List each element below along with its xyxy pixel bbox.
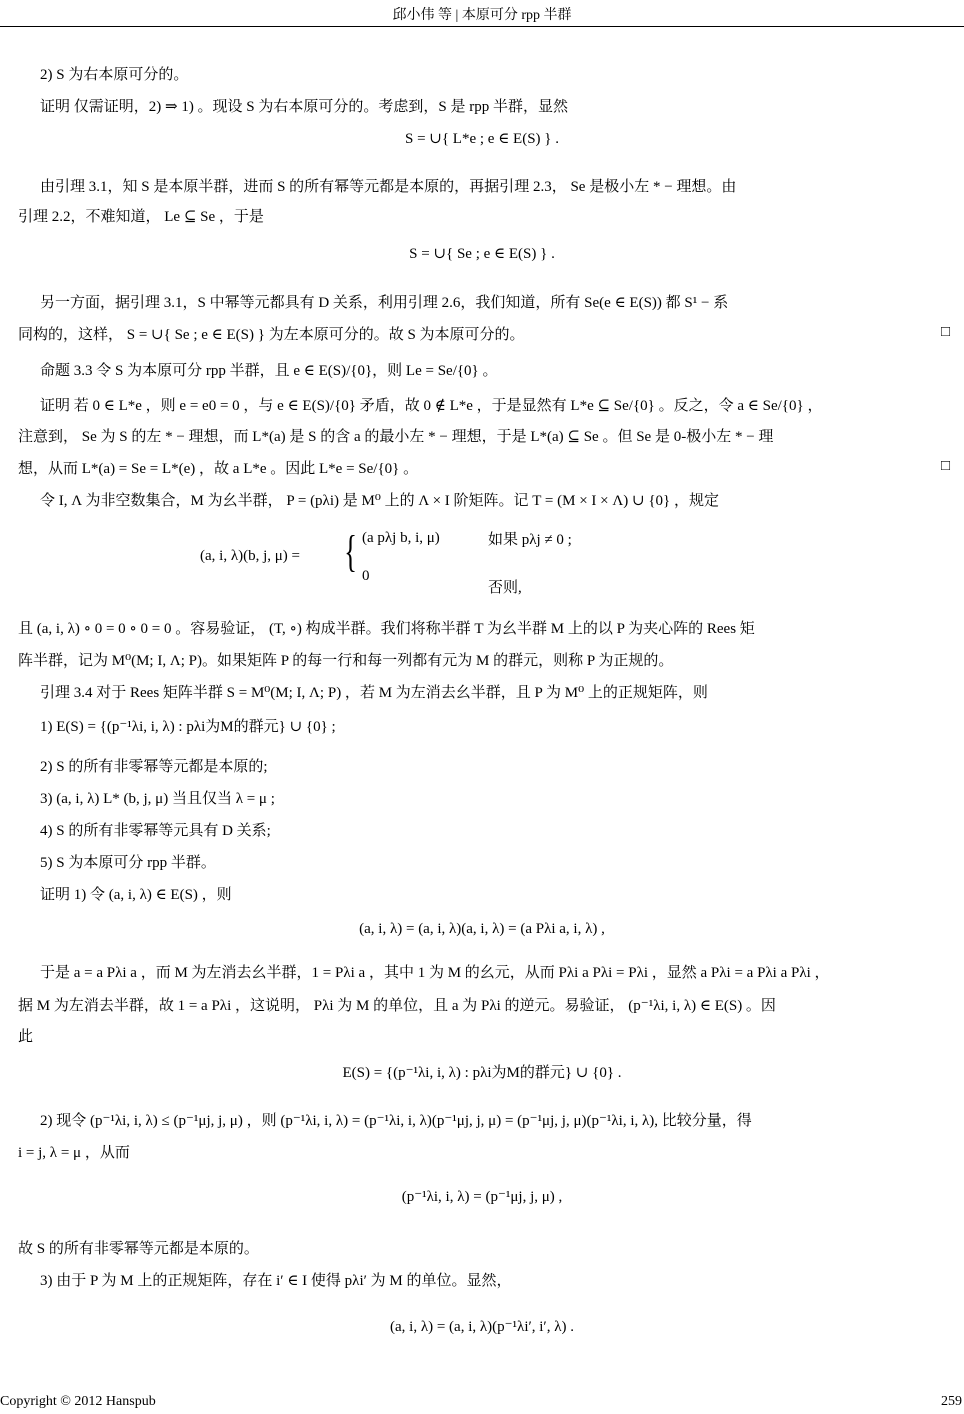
piecewise-case1: (a pλj b, i, μ)	[362, 530, 440, 546]
running-header: 邱小伟 等 | 本原可分 rpp 半群	[392, 8, 572, 23]
lemma-item: 2) S 的所有非零幂等元都是本原的;	[40, 759, 268, 775]
lemma-item: 3) (a, i, λ) L* (b, j, μ) 当且仅当 λ = μ ;	[40, 791, 275, 807]
display-equation: (p⁻¹λi, i, λ) = (p⁻¹μj, j, μ) ,	[401, 1189, 563, 1205]
footer-copyright: Copyright © 2012 Hanspub	[0, 1394, 156, 1409]
text-line: 且 (a, i, λ) ∘ 0 = 0 ∘ 0 = 0 。容易验证， (T, ∘) 构成半群。我们将称半群 T 为幺半群 M 上的以 P 为夹心阵的 Rees 矩	[18, 621, 755, 637]
lemma-item: 4) S 的所有非零幂等元具有 D 关系;	[40, 823, 271, 839]
display-equation: (a, i, λ) = (a, i, λ)(p⁻¹λi′, i′, λ) .	[390, 1319, 574, 1335]
piecewise-lhs: (a, i, λ)(b, j, μ) =	[200, 548, 300, 564]
text-line: 令 I, Λ 为非空数集合，M 为幺半群， P = (pλi) 是 M⁰ 上的 Λ × I 阶矩阵。记 T = (M × I × Λ) ∪ {0} ，规定	[40, 493, 719, 509]
display-equation: S = ∪{ L*e ; e ∈ E(S) } .	[404, 131, 559, 147]
piecewise-cond2: 否则,	[488, 580, 522, 596]
proof-line: 证明 1) 令 (a, i, λ) ∈ E(S) ，则	[40, 887, 232, 903]
text-line: 此	[18, 1029, 34, 1045]
text-line: 故 S 的所有非零幂等元都是本原的。	[18, 1241, 259, 1257]
text-line: 同构的，这样， S = ∪{ Se ; e ∈ E(S) } 为左本原可分的。故 S 为本原可分的。	[18, 327, 525, 343]
display-equation: (a, i, λ) = (a, i, λ)(a, i, λ) = (a Pλi a, i, λ) ,	[359, 921, 605, 937]
lemma-line: 引理 3.4 对于 Rees 矩阵半群 S = M⁰(M; I, Λ; P) ，若 M 为左消去幺半群，且 P 为 M⁰ 上的正规矩阵，则	[40, 685, 708, 701]
text-line: 另一方面，据引理 3.1，S 中幂等元都具有 D 关系，利用引理 2.6，我们知道，所有 Se(e ∈ E(S)) 都 S¹ − 系	[40, 295, 729, 311]
text-line: 由引理 3.1，知 S 是本原半群，进而 S 的所有幂等元都是本原的，再据引理 2.3， Se 是极小左 * − 理想。由	[40, 179, 737, 195]
proof-line: 3) 由于 P 为 M 上的正规矩阵，存在 i′ ∈ I 使得 pλi′ 为 M 的单位。显然，	[40, 1273, 512, 1289]
proof-line: 证明 仅需证明，2) ⇒ 1) 。现设 S 为右本原可分的。考虑到，S 是 rpp 半群，显然	[40, 99, 568, 115]
text-line: 于是 a = a Pλi a ，而 M 为左消去幺半群，1 = Pλi a ，其中 1 为 M 的幺元，从而 Pλi a Pλi = Pλi ，显然 a Pλi = a Pλi a Pλi ，	[40, 965, 830, 981]
text-line: 2) S 为右本原可分的。	[40, 67, 189, 83]
text-line: 引理 2.2，不难知道， Le ⊆ Se ，于是	[18, 209, 264, 225]
qed-symbol: □	[940, 458, 950, 474]
piecewise-cond1: 如果 pλj ≠ 0 ;	[488, 532, 572, 548]
text-line: 想，从而 L*(a) = Se = L*(e) ，故 a L*e 。因此 L*e = Se/{0} 。	[18, 461, 419, 477]
proof-line: 2) 现令 (p⁻¹λi, i, λ) ≤ (p⁻¹μj, j, μ) ，则 (p⁻¹λi, i, λ) = (p⁻¹λi, i, λ)(p⁻¹μj, j, μ) = (p⁻¹μj, j, μ)(p⁻¹λi, i, λ), 比较分量，得	[40, 1113, 752, 1129]
text-line: 阵半群，记为 M⁰(M; I, Λ; P)。如果矩阵 P 的每一行和每一列都有元为 M 的群元，则称 P 为正规的。	[18, 653, 674, 669]
qed-symbol: □	[940, 324, 950, 340]
text-line: i = j, λ = μ ，从而	[18, 1145, 130, 1161]
text-line: 注意到， Se 为 S 的左 * − 理想，而 L*(a) 是 S 的含 a 的最小左 * − 理想，于是 L*(a) ⊆ Se 。但 Se 是 0-极小左 * − 理	[18, 429, 774, 445]
lemma-item: 1) E(S) = {(p⁻¹λi, i, λ) : pλi为M的群元} ∪ {0} ;	[40, 719, 336, 735]
header-rule	[0, 26, 964, 27]
lemma-item: 5) S 为本原可分 rpp 半群。	[40, 855, 216, 871]
piecewise-case2: 0	[362, 568, 370, 584]
display-equation: S = ∪{ Se ; e ∈ E(S) } .	[409, 246, 555, 262]
piecewise-brace: {	[344, 527, 357, 576]
footer-page-number: 259	[941, 1394, 962, 1409]
text-line: 据 M 为左消去半群，故 1 = a Pλi ，这说明， Pλi 为 M 的单位，且 a 为 Pλi 的逆元。易验证， (p⁻¹λi, i, λ) ∈ E(S) 。因	[18, 998, 776, 1014]
proposition-line: 命题 3.3 令 S 为本原可分 rpp 半群，且 e ∈ E(S)/{0}，则 Le = Se/{0} 。	[40, 363, 498, 379]
proof-line: 证明 若 0 ∈ L*e ，则 e = e0 = 0 ，与 e ∈ E(S)/{0} 矛盾，故 0 ∉ L*e ，于是显然有 L*e ⊆ Se/{0} 。反之，令 a ∈ Se/{0} ，	[40, 398, 823, 414]
display-equation: E(S) = {(p⁻¹λi, i, λ) : pλi为M的群元} ∪ {0} .	[342, 1065, 622, 1081]
